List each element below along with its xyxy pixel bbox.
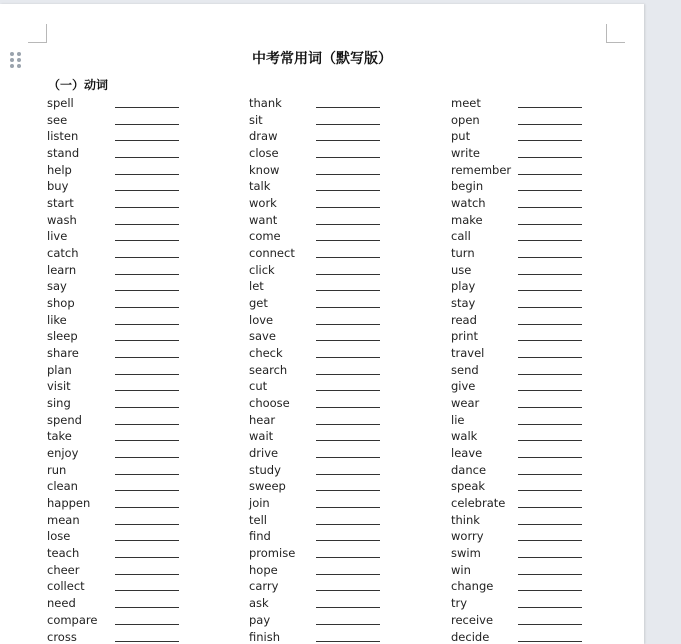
vocab-word: write [451, 146, 480, 161]
vocab-word: speak [451, 479, 486, 494]
answer-blank[interactable] [115, 390, 179, 391]
vocab-word: meet [451, 96, 481, 110]
vocab-word: clean [47, 479, 78, 494]
vocab-word: wear [451, 396, 480, 411]
answer-blank[interactable] [518, 590, 582, 591]
vocab-word: know [249, 162, 280, 177]
answer-blank[interactable] [518, 274, 582, 275]
vocab-word: take [47, 429, 72, 444]
vocab-word: search [249, 362, 288, 377]
vocab-word: check [249, 346, 283, 361]
vocab-word: receive [451, 612, 494, 627]
answer-blank[interactable] [115, 124, 179, 125]
answer-blank[interactable] [518, 307, 582, 308]
vocab-word: celebrate [451, 496, 506, 511]
answer-blank[interactable] [115, 540, 179, 541]
answer-blank[interactable] [518, 474, 582, 475]
answer-blank[interactable] [316, 607, 380, 608]
answer-blank[interactable] [115, 207, 179, 208]
vocab-word: teach [47, 546, 80, 561]
vocab-word: promise [249, 546, 296, 561]
vocab-word: stand [47, 146, 80, 161]
answer-blank[interactable] [518, 457, 582, 458]
vocab-word: cut [249, 379, 268, 394]
vocab-word: click [249, 262, 275, 277]
vocab-word: travel [451, 346, 485, 361]
vocab-word: sit [249, 112, 263, 127]
answer-blank[interactable] [316, 207, 380, 208]
vocab-word: like [47, 312, 67, 327]
vocab-word: live [47, 229, 68, 244]
vocab-word: sleep [47, 329, 78, 344]
answer-blank[interactable] [316, 107, 380, 108]
answer-blank[interactable] [316, 407, 380, 408]
vocab-word: use [451, 262, 472, 277]
vocab-word: give [451, 379, 476, 394]
answer-blank[interactable] [518, 507, 582, 508]
vocab-word: shop [47, 296, 75, 311]
vocab-word: try [451, 596, 468, 611]
answer-blank[interactable] [518, 224, 582, 225]
vocab-word: run [47, 462, 67, 477]
vocab-word: tell [249, 512, 267, 527]
page-corner-mark-top-left [28, 24, 47, 43]
document-title: 中考常用词（默写版） [252, 51, 392, 67]
vocab-word: open [451, 112, 480, 127]
vocab-word: watch [451, 196, 486, 211]
vocab-word: start [47, 196, 74, 211]
vocab-word: read [451, 312, 477, 327]
vocab-word: say [47, 279, 67, 294]
answer-blank[interactable] [518, 107, 582, 108]
answer-blank[interactable] [115, 174, 179, 175]
answer-blank[interactable] [115, 157, 179, 158]
vocab-word: change [451, 579, 494, 594]
answer-blank[interactable] [316, 240, 380, 241]
answer-blank[interactable] [115, 557, 179, 558]
answer-blank[interactable] [316, 324, 380, 325]
vocab-word: carry [249, 579, 279, 594]
answer-blank[interactable] [518, 624, 582, 625]
answer-blank[interactable] [518, 557, 582, 558]
vocab-word: dance [451, 462, 487, 477]
vocab-word: stay [451, 296, 476, 311]
answer-blank[interactable] [115, 324, 179, 325]
document-page [0, 4, 644, 644]
section-heading: （一）动词 [48, 78, 109, 92]
answer-blank[interactable] [115, 357, 179, 358]
answer-blank[interactable] [316, 290, 380, 291]
answer-blank[interactable] [316, 374, 380, 375]
answer-blank[interactable] [316, 590, 380, 591]
answer-blank[interactable] [518, 407, 582, 408]
answer-blank[interactable] [316, 624, 380, 625]
answer-blank[interactable] [115, 624, 179, 625]
vocab-word: ask [249, 596, 269, 611]
answer-blank[interactable] [518, 374, 582, 375]
answer-blank[interactable] [518, 524, 582, 525]
vocab-word: lose [47, 529, 71, 544]
answer-blank[interactable] [518, 490, 582, 491]
vocab-word: catch [47, 246, 79, 261]
answer-blank[interactable] [316, 641, 380, 642]
vocab-word: buy [47, 179, 69, 194]
answer-blank[interactable] [316, 157, 380, 158]
vocab-word: cheer [47, 562, 80, 577]
vocab-word: see [47, 112, 68, 127]
vocab-word: collect [47, 579, 85, 594]
answer-blank[interactable] [316, 124, 380, 125]
answer-blank[interactable] [115, 190, 179, 191]
vocab-word: decide [451, 629, 490, 644]
vocab-word: sing [47, 396, 71, 411]
vocab-word: send [451, 362, 479, 377]
vocab-word: think [451, 512, 480, 527]
answer-blank[interactable] [316, 524, 380, 525]
vocab-word: study [249, 462, 281, 477]
vocab-word: share [47, 346, 79, 361]
answer-blank[interactable] [316, 490, 380, 491]
vocab-word: plan [47, 362, 72, 377]
answer-blank[interactable] [316, 340, 380, 341]
vocab-word: work [249, 196, 277, 211]
answer-blank[interactable] [115, 290, 179, 291]
vocab-word: draw [249, 129, 278, 144]
answer-blank[interactable] [518, 641, 582, 642]
scrollbar-track[interactable] [672, 0, 681, 635]
answer-blank[interactable] [115, 257, 179, 258]
vocab-word: leave [451, 446, 483, 461]
vocab-word: swim [451, 546, 481, 561]
vocab-word: call [451, 229, 471, 244]
vocab-word: turn [451, 246, 475, 261]
answer-blank[interactable] [115, 490, 179, 491]
vocab-word: win [451, 562, 471, 577]
answer-blank[interactable] [518, 540, 582, 541]
answer-blank[interactable] [316, 540, 380, 541]
answer-blank[interactable] [518, 240, 582, 241]
answer-blank[interactable] [115, 240, 179, 241]
answer-blank[interactable] [115, 507, 179, 508]
vocab-word: learn [47, 262, 77, 277]
answer-blank[interactable] [316, 307, 380, 308]
vocab-word: want [249, 212, 278, 227]
vocab-word: walk [451, 429, 478, 444]
answer-blank[interactable] [316, 224, 380, 225]
vocab-word: put [451, 129, 471, 144]
answer-blank[interactable] [316, 190, 380, 191]
answer-blank[interactable] [518, 140, 582, 141]
answer-blank[interactable] [115, 590, 179, 591]
vocab-word: hope [249, 562, 278, 577]
answer-blank[interactable] [316, 274, 380, 275]
vocab-word: remember [451, 162, 512, 177]
answer-blank[interactable] [518, 157, 582, 158]
vocab-word: sweep [249, 479, 286, 494]
answer-blank[interactable] [316, 557, 380, 558]
answer-blank[interactable] [518, 324, 582, 325]
answer-blank[interactable] [316, 257, 380, 258]
answer-blank[interactable] [115, 641, 179, 642]
answer-blank[interactable] [518, 190, 582, 191]
answer-blank[interactable] [115, 457, 179, 458]
vocab-word: love [249, 312, 274, 327]
vocab-word: spend [47, 412, 82, 427]
vocab-word: drive [249, 446, 279, 461]
vocab-word: close [249, 146, 279, 161]
answer-blank[interactable] [518, 390, 582, 391]
vocab-word: join [249, 496, 270, 511]
vocab-word: wash [47, 212, 77, 227]
vocab-word: connect [249, 246, 295, 261]
vocab-word: finish [249, 629, 281, 644]
answer-blank[interactable] [316, 174, 380, 175]
vocab-word: spell [47, 96, 74, 110]
vocab-word: begin [451, 179, 484, 194]
vocab-word: listen [47, 129, 79, 144]
answer-blank[interactable] [518, 257, 582, 258]
vocab-word: help [47, 162, 72, 177]
answer-blank[interactable] [518, 174, 582, 175]
answer-blank[interactable] [316, 507, 380, 508]
vocab-word: get [249, 296, 268, 311]
answer-blank[interactable] [316, 357, 380, 358]
answer-blank[interactable] [316, 140, 380, 141]
vocab-word: wait [249, 429, 274, 444]
answer-blank[interactable] [115, 474, 179, 475]
page-corner-mark-top-right [606, 24, 625, 43]
answer-blank[interactable] [316, 574, 380, 575]
vocab-word: hear [249, 412, 276, 427]
answer-blank[interactable] [115, 574, 179, 575]
answer-blank[interactable] [115, 424, 179, 425]
vocab-word: find [249, 529, 271, 544]
answer-blank[interactable] [316, 457, 380, 458]
answer-blank[interactable] [518, 607, 582, 608]
answer-blank[interactable] [518, 357, 582, 358]
answer-blank[interactable] [115, 440, 179, 441]
vocab-word: print [451, 329, 479, 344]
answer-blank[interactable] [115, 307, 179, 308]
answer-blank[interactable] [518, 124, 582, 125]
vocab-word: enjoy [47, 446, 79, 461]
answer-blank[interactable] [518, 424, 582, 425]
vocab-word: happen [47, 496, 91, 511]
vocab-word: cross [47, 629, 77, 644]
vocab-word: pay [249, 612, 271, 627]
vocab-word: save [249, 329, 276, 344]
vocab-word: make [451, 212, 483, 227]
answer-blank[interactable] [518, 290, 582, 291]
answer-blank[interactable] [518, 207, 582, 208]
vocab-word: come [249, 229, 281, 244]
answer-blank[interactable] [115, 274, 179, 275]
answer-blank[interactable] [316, 424, 380, 425]
answer-blank[interactable] [518, 340, 582, 341]
answer-blank[interactable] [316, 474, 380, 475]
answer-blank[interactable] [115, 407, 179, 408]
vocab-word: worry [451, 529, 484, 544]
vocab-word: need [47, 596, 76, 611]
vocab-word: let [249, 279, 264, 294]
answer-blank[interactable] [115, 140, 179, 141]
vocab-word: compare [47, 612, 98, 627]
answer-blank[interactable] [518, 440, 582, 441]
vocab-word: play [451, 279, 476, 294]
answer-blank[interactable] [115, 374, 179, 375]
vocab-word: choose [249, 396, 290, 411]
vocab-word: talk [249, 179, 271, 194]
vocab-word: lie [451, 412, 465, 427]
vocab-word: thank [249, 96, 282, 110]
vocab-word: visit [47, 379, 71, 394]
answer-blank[interactable] [518, 574, 582, 575]
answer-blank[interactable] [115, 224, 179, 225]
answer-blank[interactable] [316, 390, 380, 391]
answer-blank[interactable] [115, 524, 179, 525]
answer-blank[interactable] [115, 107, 179, 108]
answer-blank[interactable] [316, 440, 380, 441]
answer-blank[interactable] [115, 607, 179, 608]
vocab-word: mean [47, 512, 80, 527]
answer-blank[interactable] [115, 340, 179, 341]
